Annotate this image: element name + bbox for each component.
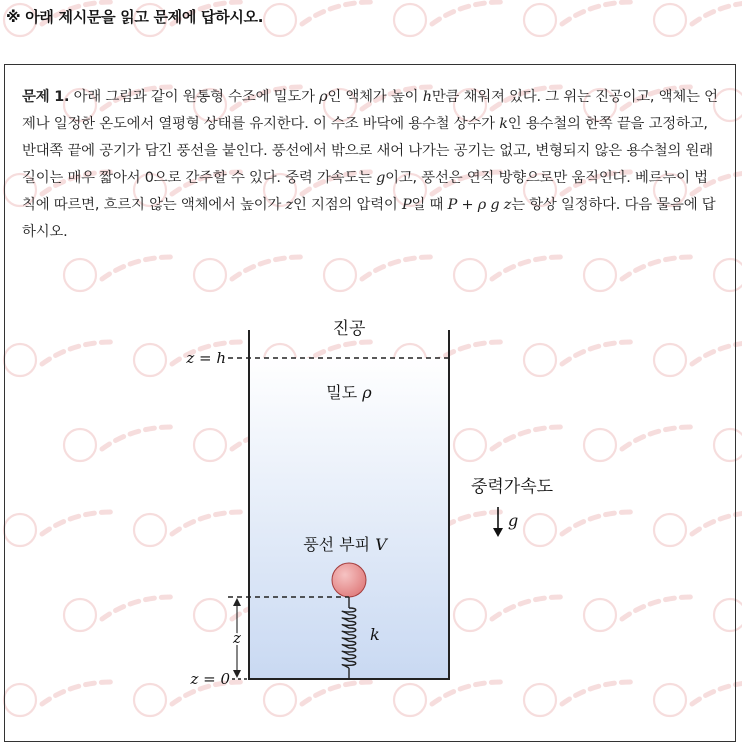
spring-constant-label: k — [370, 625, 380, 644]
bottom-level-label: z = 0 — [190, 670, 230, 688]
balloon — [332, 563, 366, 597]
height-arrowhead-bottom — [233, 670, 241, 678]
h-symbol: h — [422, 89, 432, 105]
problem-text-segment: 일 때 — [411, 197, 448, 213]
k-symbol: k — [499, 116, 508, 132]
height-arrowhead-top — [233, 598, 241, 606]
height-label: z — [233, 629, 241, 647]
problem-number: 문제 1. — [22, 89, 70, 105]
z-symbol: z — [285, 197, 293, 213]
problem-text-segment: 는 항상 일정하다. 다음 물음에 답하시오. — [22, 197, 716, 240]
bernoulli-expression: P + ρ g z — [447, 197, 512, 213]
problem-text-segment: 인 지점의 압력이 — [292, 197, 402, 213]
top-level-label: z = h — [186, 349, 226, 367]
gravity-symbol: g — [508, 511, 519, 530]
density-label: 밀도 ρ — [326, 383, 372, 402]
gravity-label: 중력가속도 — [470, 477, 554, 497]
p-symbol: P — [401, 197, 412, 213]
problem-text-segment: 인 액체가 높이 — [327, 89, 423, 105]
balloon-volume-label: 풍선 부피 V — [303, 535, 387, 554]
problem-text-segment: 아래 그림과 같이 원통형 수조에 밀도가 — [69, 89, 320, 105]
instruction-heading: ※ 아래 제시문을 읽고 문제에 답하시오. — [6, 8, 264, 26]
liquid — [250, 358, 448, 678]
g-symbol: g — [376, 170, 386, 186]
problem-text-segment: 이고, 풍선은 연직 방향으로만 움직인다. 베르누이 법칙에 따르면, 흐르지 않는 액체에서 높이가 — [22, 170, 708, 213]
gravity-arrowhead — [493, 528, 503, 537]
rho-symbol: ρ — [319, 89, 328, 105]
vacuum-label: 진공 — [332, 319, 366, 339]
problem-text-segment: 인 용수철의 한쪽 끝을 고정하고, 반대쪽 끝에 공기가 담긴 풍선을 붙인다. 풍선에서 밖으로 새어 나가는 공기는 없고, 변형되지 않은 용수철의 원래 길이는 매우 짧아서 0으로 간주할 수 있다. 중력 가속도는 — [22, 116, 713, 186]
problem-text-segment: 만큼 채워져 있다. 그 위는 진공이고, 액체는 언제나 일정한 온도에서 열평형 상태를 유지한다. 이 수조 바닥에 용수철 상수가 — [22, 89, 718, 132]
